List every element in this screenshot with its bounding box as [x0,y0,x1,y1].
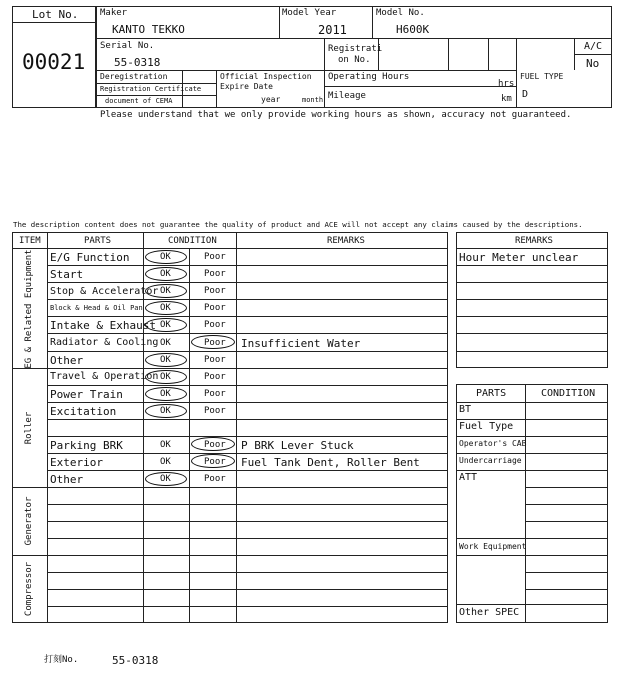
part-name: Exterior [50,456,103,469]
side-parts-header: PARTS [476,388,507,399]
part-name: Travel & Operation [50,371,159,382]
group-label-generator: Generator [24,496,34,546]
engraving-label: 打刻No. [44,655,79,665]
inspection-label-2: Expire Date [220,82,273,91]
remark-text: P BRK Lever Stuck [241,439,354,452]
ok-option: OK [160,286,171,296]
part-name: Other [50,473,84,486]
remark-text: Insufficient Water [241,337,361,350]
item-header: ITEM [19,236,41,246]
ok-option: OK [160,372,171,382]
operating-hours-label: Operating Hours [328,72,410,82]
ok-option: OK [160,269,171,279]
group-label-eg: EG & Related Equipment [24,249,34,369]
poor-option: Poor [204,474,226,484]
side-part-att: ATT [459,472,478,483]
part-name: Excitation [50,405,117,418]
cema-label: document of CEMA [105,97,173,105]
km-label: km [501,94,512,104]
remark-text: Fuel Tank Dent, Roller Bent [241,456,420,469]
part-name: Intake & Exhaust [50,319,156,332]
model-year-label: Model Year [282,8,337,18]
group-label-roller: Roller [24,411,34,445]
month-label: month [302,96,324,104]
poor-option: Poor [204,338,226,348]
ac-value: No [586,57,600,70]
ok-option: OK [160,355,171,365]
side-part-operators-cab: Operator's CAB [459,439,527,448]
model-year-value: 2011 [318,23,347,37]
part-name: Radiator & Cooling [50,337,159,348]
ok-option: OK [160,440,171,450]
serial-label: Serial No. [100,41,155,51]
inspection-label-1: Official Inspection [220,72,312,81]
poor-option: Poor [204,389,226,399]
parts-header: PARTS [84,236,112,246]
ok-option: OK [160,474,171,484]
lot-label: Lot No. [32,8,79,21]
working-hours-notice: Please understand that we only provide working hours as shown, accuracy not guaranteed. [100,110,572,120]
ok-option: OK [160,252,171,262]
part-name: Start [50,268,84,281]
ok-option: OK [160,303,171,313]
deregistration-label: Deregistration [100,72,168,81]
part-name: Other [50,354,84,367]
side-condition-header: CONDITION [541,388,596,399]
poor-option: Poor [204,457,226,467]
lot-number: 00021 [22,50,86,74]
side-part-undercarriage: Undercarriage [459,456,522,465]
poor-option: Poor [204,320,226,330]
registration-cert-label: Registration Certificate [100,85,202,93]
part-name: Parking BRK [50,439,123,452]
maker-value: KANTO TEKKO [112,23,185,36]
poor-option: Poor [204,303,226,313]
fuel-type-label: FUEL TYPE [520,72,564,81]
part-name: Stop & Accelerator [50,286,159,297]
registration-label-2: on No. [338,55,371,65]
mileage-label: Mileage [328,91,366,101]
maker-label: Maker [100,8,128,18]
side-part-other-spec: Other SPEC [459,607,520,618]
ok-option: OK [160,338,171,348]
year-label: year [261,95,281,104]
ok-option: OK [160,389,171,399]
poor-option: Poor [204,252,226,262]
engraving-value: 55-0318 [112,654,159,667]
side-remark-text: Hour Meter unclear [459,251,579,264]
fuel-type-value: D [522,89,529,100]
model-no-value: H600K [396,23,430,36]
poor-option: Poor [204,286,226,296]
hrs-label: hrs [498,79,515,89]
poor-option: Poor [204,440,226,450]
side-part-work-equipment: Work Equipment [459,542,527,551]
part-name: Block & Head & Oil Pan [50,304,143,312]
side-part-fuel-type: Fuel Type [459,421,514,432]
ok-option: OK [160,320,171,330]
disclaimer: The description content does not guarantee the quality of product and ACE will not accept any claims caused by the descriptions. [13,220,583,229]
remarks-header: REMARKS [327,236,365,246]
part-name: E/G Function [50,251,130,264]
condition-header: CONDITION [168,236,217,246]
poor-option: Poor [204,355,226,365]
part-name: Power Train [50,388,123,401]
poor-option: Poor [204,406,226,416]
model-no-label: Model No. [376,8,425,18]
registration-label-1: Registrati [328,44,383,54]
ac-label: A/C [584,41,603,52]
poor-option: Poor [204,372,226,382]
ok-option: OK [160,406,171,416]
poor-option: Poor [204,269,226,279]
ok-option: OK [160,457,171,467]
side-remarks-header: REMARKS [515,236,553,246]
side-part-bt: BT [459,404,472,415]
group-label-compressor: Compressor [24,561,34,617]
serial-value: 55-0318 [114,56,161,69]
